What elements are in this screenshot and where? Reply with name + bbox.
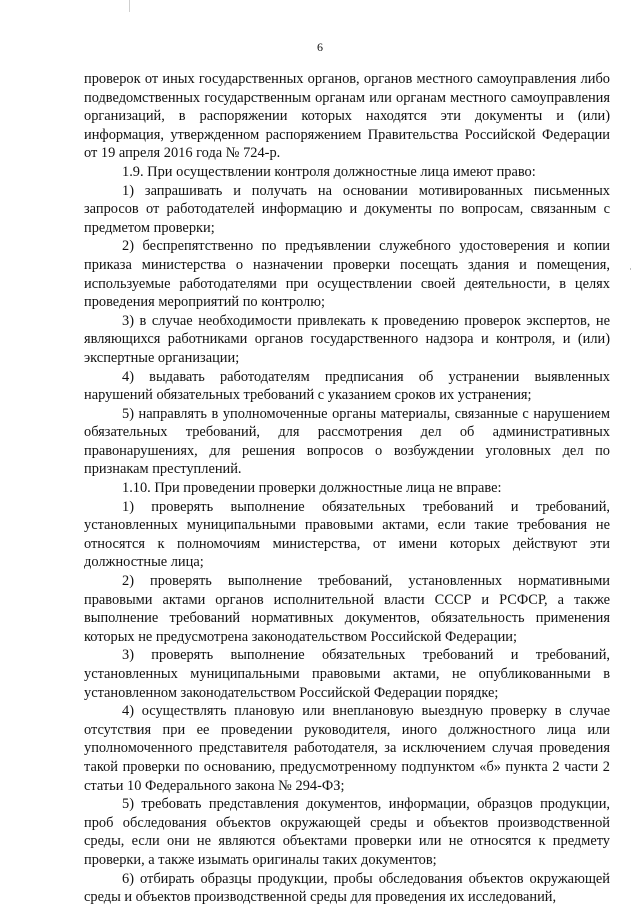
clause-1-10-item-5: 5) требовать представления документов, информации, образцов продукции, проб обследования объектов окружающей среды и объектов производственной среды, если они не являются объектами проверки или не относятся к предмету проверки, а также изымать оригиналы таких документов; xyxy=(84,796,610,868)
clause-1-10-item-3: 3) проверять выполнение обязательных требований и требований, установленных муниципальными правовыми актами, не опубликованными в установленном законодательством Российской Федерации порядке; xyxy=(84,647,610,701)
clause-1-9-heading: 1.9. При осуществлении контроля должностные лица имеют право: xyxy=(122,163,536,180)
clause-1-9-item-3: 3) в случае необходимости привлекать к проведению проверок экспертов, не являющихся работниками органов государственного надзора и контроля, и (или) экспертные организации; xyxy=(84,312,610,366)
clause-1-10-item-1: 1) проверять выполнение обязательных требований и требований, установленных муниципальными правовыми актами, если такие требования не относятся к полномочиям министерства, от имени которых действуют эти должностные лица; xyxy=(84,498,610,571)
scan-artifact-dot xyxy=(630,268,631,270)
clause-1-10-item-6: 6) отбирать образцы продукции, пробы обследования объектов окружающей среды и объектов производственной среды для проведения их исследований, xyxy=(84,870,610,906)
document-body xyxy=(84,70,610,907)
clause-1-10-item-2: 2) проверять выполнение требований, установленных нормативными правовыми актами органов исполнительной власти СССР и РСФСР, а также выполнение требований нормативных документов, обязательность применения которых не предусмотрена законодательством Российской Федерации; xyxy=(84,573,610,645)
clause-1-9-item-4: 4) выдавать работодателям предписания об устранении выявленных нарушений обязательных требований с указанием сроков их устранения; xyxy=(84,368,610,404)
scan-artifact-line xyxy=(129,0,130,12)
page-number: 6 xyxy=(317,40,323,54)
paragraph-continuation: проверок от иных государственных органов, органов местного самоуправления либо подведомственных государственным органам или органам местного самоуправления организаций, в распоряжении которых находятся эти документы и (или) информация, утвержденном распоряжением Правительства Российской Федерации от 19 апреля 2016 года № 724-р. xyxy=(84,71,610,162)
clause-1-9-item-1: 1) запрашивать и получать на основании мотивированных письменных запросов от работодателей информацию и документы по вопросам, связанным с предметом проверки; xyxy=(84,182,610,236)
clause-1-10-heading: 1.10. При проведении проверки должностные лица не вправе: xyxy=(122,480,502,497)
clause-1-9-item-2: 2) беспрепятственно по предъявлении служебного удостоверения и копии приказа министерства о назначении проверки посещать здания и помещения, используемые работодателями при осуществлении своей деятельности, в целях проведения мероприятий по контролю; xyxy=(84,238,610,311)
clause-1-9-item-5: 5) направлять в уполномоченные органы материалы, связанные с нарушением обязательных требований, для рассмотрения дел об административных правонарушениях, для решения вопросов о возбуждении уголовных дел по признакам преступлений. xyxy=(84,405,610,478)
clause-1-10-item-4: 4) осуществлять плановую или внеплановую выездную проверку в случае отсутствия при ее проведении руководителя, иного должностного лица или уполномоченного представителя работодателя, за исключением случая проведения такой проверки по основанию, предусмотренному подпунктом «б» пункта 2 части 2 статьи 10 Федерального закона № 294-ФЗ; xyxy=(84,703,610,794)
